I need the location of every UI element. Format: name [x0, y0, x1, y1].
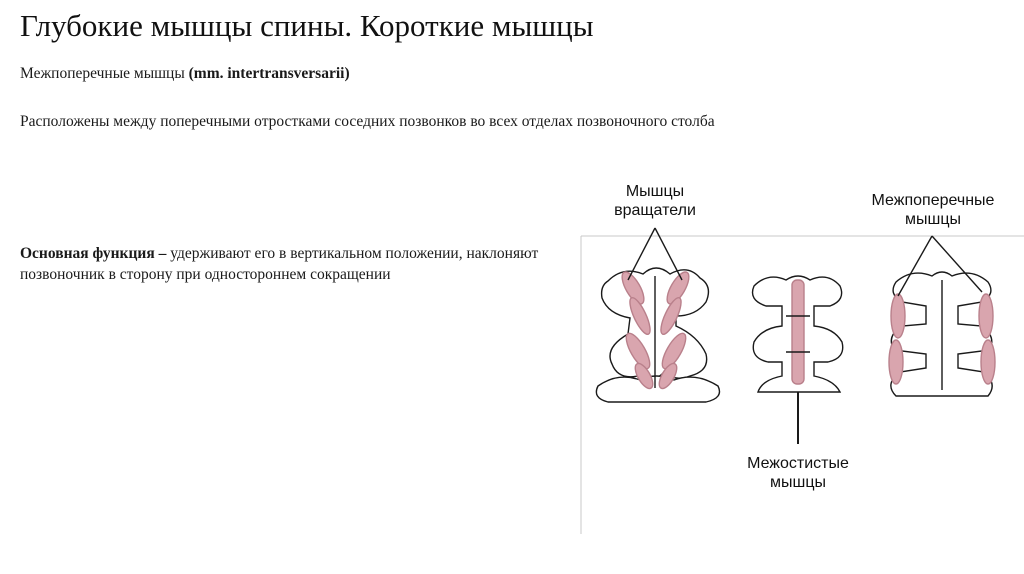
- location-text: Расположены между поперечными отростками соседних позвонков во всех отделах позвоночного столба: [20, 113, 715, 130]
- interspinales-diagram: [753, 276, 843, 444]
- function-paragraph: [20, 243, 585, 285]
- label-interspinales: Межостистые мышцы: [747, 455, 849, 491]
- anatomy-figure: [578, 176, 1024, 536]
- muscle-heading: [20, 64, 350, 84]
- function-text: удерживают его в вертикальном положении, наклоняют позвоночник в сторону при одностороннем сокращении: [20, 245, 539, 283]
- slide-title: Глубокие мышцы спины. Короткие мышцы: [20, 8, 594, 43]
- function-label: Основная функция –: [20, 245, 167, 262]
- rotatores-diagram: [596, 228, 719, 402]
- muscle-latin-name: (mm. intertransversarii): [188, 65, 350, 82]
- muscle-name: Межпоперечные мышцы: [20, 65, 185, 82]
- intertransversarii-diagram: [889, 236, 995, 396]
- label-intertransversarii: Межпоперечные мышцы: [871, 192, 995, 228]
- label-rotatores: Мышцы вращатели: [614, 183, 696, 219]
